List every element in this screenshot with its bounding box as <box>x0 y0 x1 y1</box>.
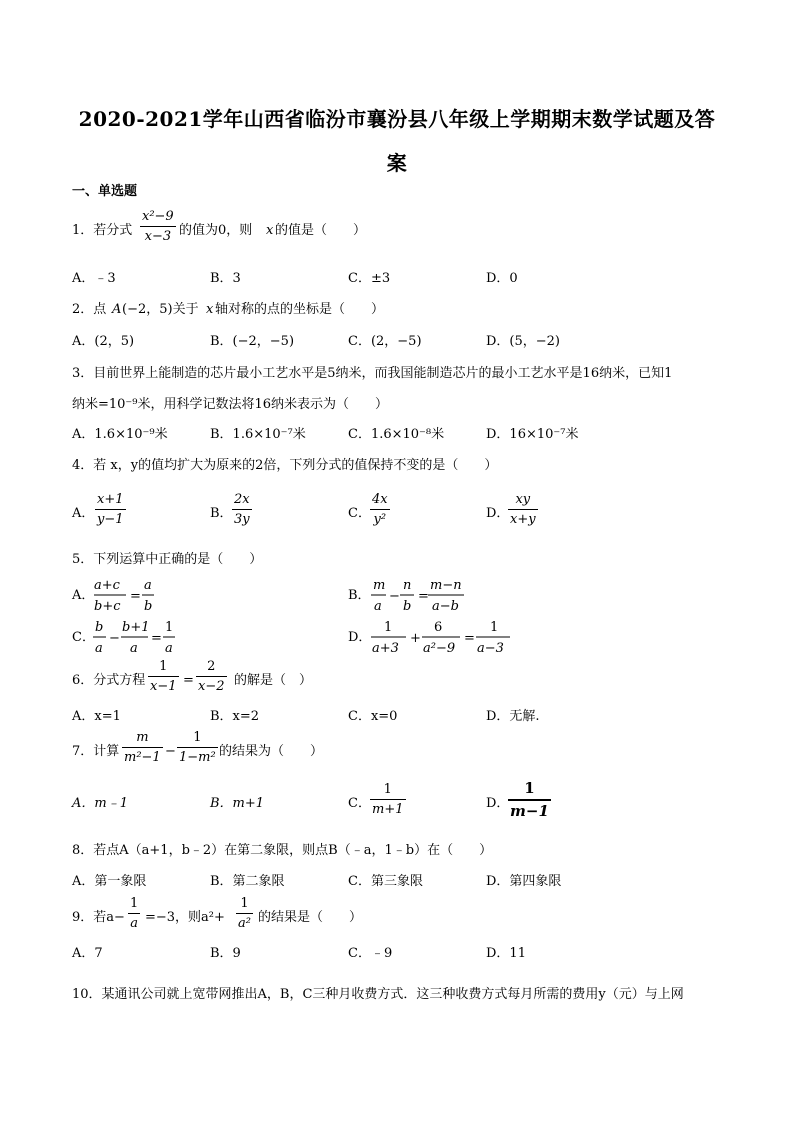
svg-text:−: − <box>389 589 400 604</box>
svg-text:a: a <box>144 578 152 593</box>
q4-a-num: x+1 <box>97 492 124 507</box>
doc-title-line2: 案 <box>386 151 408 175</box>
q2-option-c: C．(2，−5) <box>348 334 422 349</box>
q7-option-b: B．m+1 <box>210 796 265 811</box>
q2-stem-b: (−2，5)关于 <box>122 302 199 317</box>
q6-option-d: D．无解. <box>486 709 540 724</box>
q3-option-b: B．1.6×10⁻⁷米 <box>210 427 306 442</box>
q9-f1-den: a <box>130 916 139 931</box>
q4-d-num: xy <box>515 492 531 507</box>
q4-option-c-label: C． <box>348 506 371 521</box>
svg-text:=: = <box>418 589 429 604</box>
q4-option-d-fraction <box>508 493 538 526</box>
svg-text:a²−9: a²−9 <box>423 641 456 656</box>
svg-text:b: b <box>95 620 104 635</box>
q4-stem: 4．若 x，y的值均扩大为原来的2倍，下列分式的值保持不变的是（ ） <box>72 458 498 473</box>
q8-option-b: B．第二象限 <box>210 874 285 889</box>
q6-fraction-left <box>148 660 179 693</box>
q2-stem-a: 2．点 <box>72 302 107 317</box>
q2-axis: x <box>206 302 214 317</box>
q4-c-den: y² <box>373 512 387 527</box>
q3-stem-line2: 纳米=10⁻⁹米，用科学记数法将16纳米表示为（ ） <box>72 397 389 412</box>
q7-stem-end: 的结果为（ ） <box>219 744 324 759</box>
svg-text:=: = <box>464 631 475 646</box>
q6-f2-den: x−2 <box>198 679 225 694</box>
q3-option-a: A．1.6×10⁻⁹米 <box>72 427 168 442</box>
q9-fraction-left <box>128 897 140 930</box>
q4-option-d-label: D． <box>486 506 510 521</box>
q7-option-d-fraction <box>508 781 551 819</box>
q7-option-c-fraction <box>370 783 406 816</box>
q7-minus: − <box>165 744 176 759</box>
q1-frac-denominator: x−3 <box>144 229 172 244</box>
q7-d-den: m−1 <box>510 802 549 820</box>
q4-d-den: x+y <box>510 512 536 527</box>
q9-stem-start: 9．若a− <box>72 910 125 925</box>
q4-option-c-fraction <box>370 493 390 526</box>
q8-stem: 8．若点A（a+1，b﹣2）在第二象限，则点B（﹣a，1﹣b）在（ ） <box>72 843 493 858</box>
q1-option-a: A．﹣3 <box>72 271 116 286</box>
q8-option-c: C．第三象限 <box>348 874 423 889</box>
svg-text:b+c: b+c <box>94 599 121 614</box>
q1-stem-end: 的值是（ ） <box>275 223 367 238</box>
q6-stem-end: 的解是（ ） <box>234 673 313 688</box>
q8-option-a: A．第一象限 <box>72 874 147 889</box>
q2-option-d: D．(5，−2) <box>486 334 561 349</box>
q3-stem-line1: 3．目前世界上能制造的芯片最小工艺水平是5纳米，而我国能制造芯片的最小工艺水平是16纳米，已知1 <box>72 366 673 381</box>
svg-text:1: 1 <box>384 620 393 635</box>
q6-f1-den: x−1 <box>150 679 177 694</box>
q9-option-c: C．﹣9 <box>348 946 393 961</box>
svg-text:a+c: a+c <box>94 578 120 593</box>
q2-point: A <box>112 302 122 317</box>
svg-text:1: 1 <box>490 620 499 635</box>
q5-option-c-expr <box>92 618 187 658</box>
q6-stem-start: 6．分式方程 <box>72 673 146 688</box>
q4-option-a-fraction <box>95 493 126 526</box>
q5-option-b-label: B． <box>348 588 371 603</box>
svg-text:m−n: m−n <box>430 578 462 593</box>
q2-stem-c: 轴对称的点的坐标是（ ） <box>215 302 385 317</box>
q9-f1-num: 1 <box>130 896 139 911</box>
q7-fraction-left <box>122 731 163 764</box>
q7-f1-num: m <box>136 730 149 745</box>
q6-f2-num: 2 <box>207 659 216 674</box>
section-heading: 一、单选题 <box>72 184 138 199</box>
q7-option-a: A．m﹣1 <box>72 796 128 811</box>
q1-option-b: B．3 <box>210 271 241 286</box>
doc-title-line1: 2020-2021学年山西省临汾市襄汾县八年级上学期期末数学试题及答 <box>78 107 716 131</box>
q5-option-b-expr <box>370 576 480 616</box>
q3-option-c: C．1.6×10⁻⁸米 <box>348 427 445 442</box>
q7-d-num: 1 <box>524 779 535 797</box>
q5-option-d-label: D． <box>348 630 372 645</box>
q7-c-den: m+1 <box>372 802 404 817</box>
q4-c-num: 4x <box>372 492 388 507</box>
q1-stem-mid: 的值为0，则 <box>179 223 253 238</box>
q9-stem-mid: =−3，则a²+ <box>145 910 225 925</box>
q9-option-a: A．7 <box>72 946 103 961</box>
q4-option-b-label: B． <box>210 506 233 521</box>
svg-text:+: + <box>410 631 421 646</box>
svg-text:b: b <box>144 599 153 614</box>
svg-text:a+3: a+3 <box>372 641 399 656</box>
q6-fraction-right <box>196 660 227 693</box>
svg-text:b+1: b+1 <box>122 620 150 635</box>
q9-option-b: B．9 <box>210 946 241 961</box>
q7-f1-den: m²−1 <box>124 750 161 765</box>
svg-text:a−3: a−3 <box>477 641 504 656</box>
q5-option-a-expr <box>92 576 172 616</box>
svg-text:a: a <box>374 599 382 614</box>
q1-var: x <box>266 223 274 238</box>
q6-f1-num: 1 <box>159 659 168 674</box>
q5-option-a-label: A． <box>72 588 95 603</box>
svg-text:−: − <box>109 631 120 646</box>
svg-text:a−b: a−b <box>432 599 459 614</box>
q4-b-den: 3y <box>234 512 250 527</box>
q9-fraction-right <box>236 897 253 930</box>
q2-option-a: A．(2，5) <box>72 334 135 349</box>
q6-option-c: C．x=0 <box>348 709 398 724</box>
svg-text:6: 6 <box>434 620 443 635</box>
svg-text:=: = <box>130 589 141 604</box>
q1-fraction <box>140 210 176 243</box>
svg-text:a: a <box>130 641 138 656</box>
q7-option-d-label: D． <box>486 796 510 811</box>
q1-frac-numerator: x²−9 <box>142 209 174 224</box>
q5-option-d-expr <box>370 618 520 658</box>
q6-option-b: B．x=2 <box>210 709 260 724</box>
q9-stem-end: 的结果是（ ） <box>258 910 363 925</box>
q9-f2-num: 1 <box>240 896 249 911</box>
svg-text:a: a <box>165 641 173 656</box>
svg-text:1: 1 <box>165 620 174 635</box>
q1-stem-start: 1．若分式 <box>72 223 133 238</box>
svg-text:n: n <box>403 578 412 593</box>
q4-option-a-label: A． <box>72 506 95 521</box>
q9-f2-den: a² <box>238 916 251 931</box>
q1-option-c: C．±3 <box>348 271 391 286</box>
q4-a-den: y−1 <box>97 512 124 527</box>
svg-text:=: = <box>151 631 162 646</box>
q4-b-num: 2x <box>234 492 250 507</box>
q7-fraction-right <box>177 731 218 764</box>
q4-option-b-fraction <box>232 493 252 526</box>
q6-equals: = <box>183 673 194 688</box>
svg-text:b: b <box>403 599 412 614</box>
q7-c-num: 1 <box>383 782 392 797</box>
q7-stem-start: 7．计算 <box>72 744 120 759</box>
q1-option-d: D．0 <box>486 271 518 286</box>
q6-option-a: A．x=1 <box>72 709 121 724</box>
q8-option-d: D．第四象限 <box>486 874 562 889</box>
q7-option-c-label: C． <box>348 796 371 811</box>
q5-stem: 5．下列运算中正确的是（ ） <box>72 552 263 567</box>
q7-f2-den: 1−m² <box>179 750 216 765</box>
q2-option-b: B．(−2，−5) <box>210 334 295 349</box>
q10-stem: 10．某通讯公司就上宽带网推出A，B，C三种月收费方式．这三种收费方式每月所需的费用y（元）与上网 <box>72 987 684 1002</box>
q5-option-c-label: C． <box>72 630 95 645</box>
q9-option-d: D．11 <box>486 946 526 961</box>
svg-text:a: a <box>95 641 103 656</box>
q7-f2-num: 1 <box>193 730 202 745</box>
svg-text:m: m <box>373 578 386 593</box>
q3-option-d: D．16×10⁻⁷米 <box>486 427 579 442</box>
